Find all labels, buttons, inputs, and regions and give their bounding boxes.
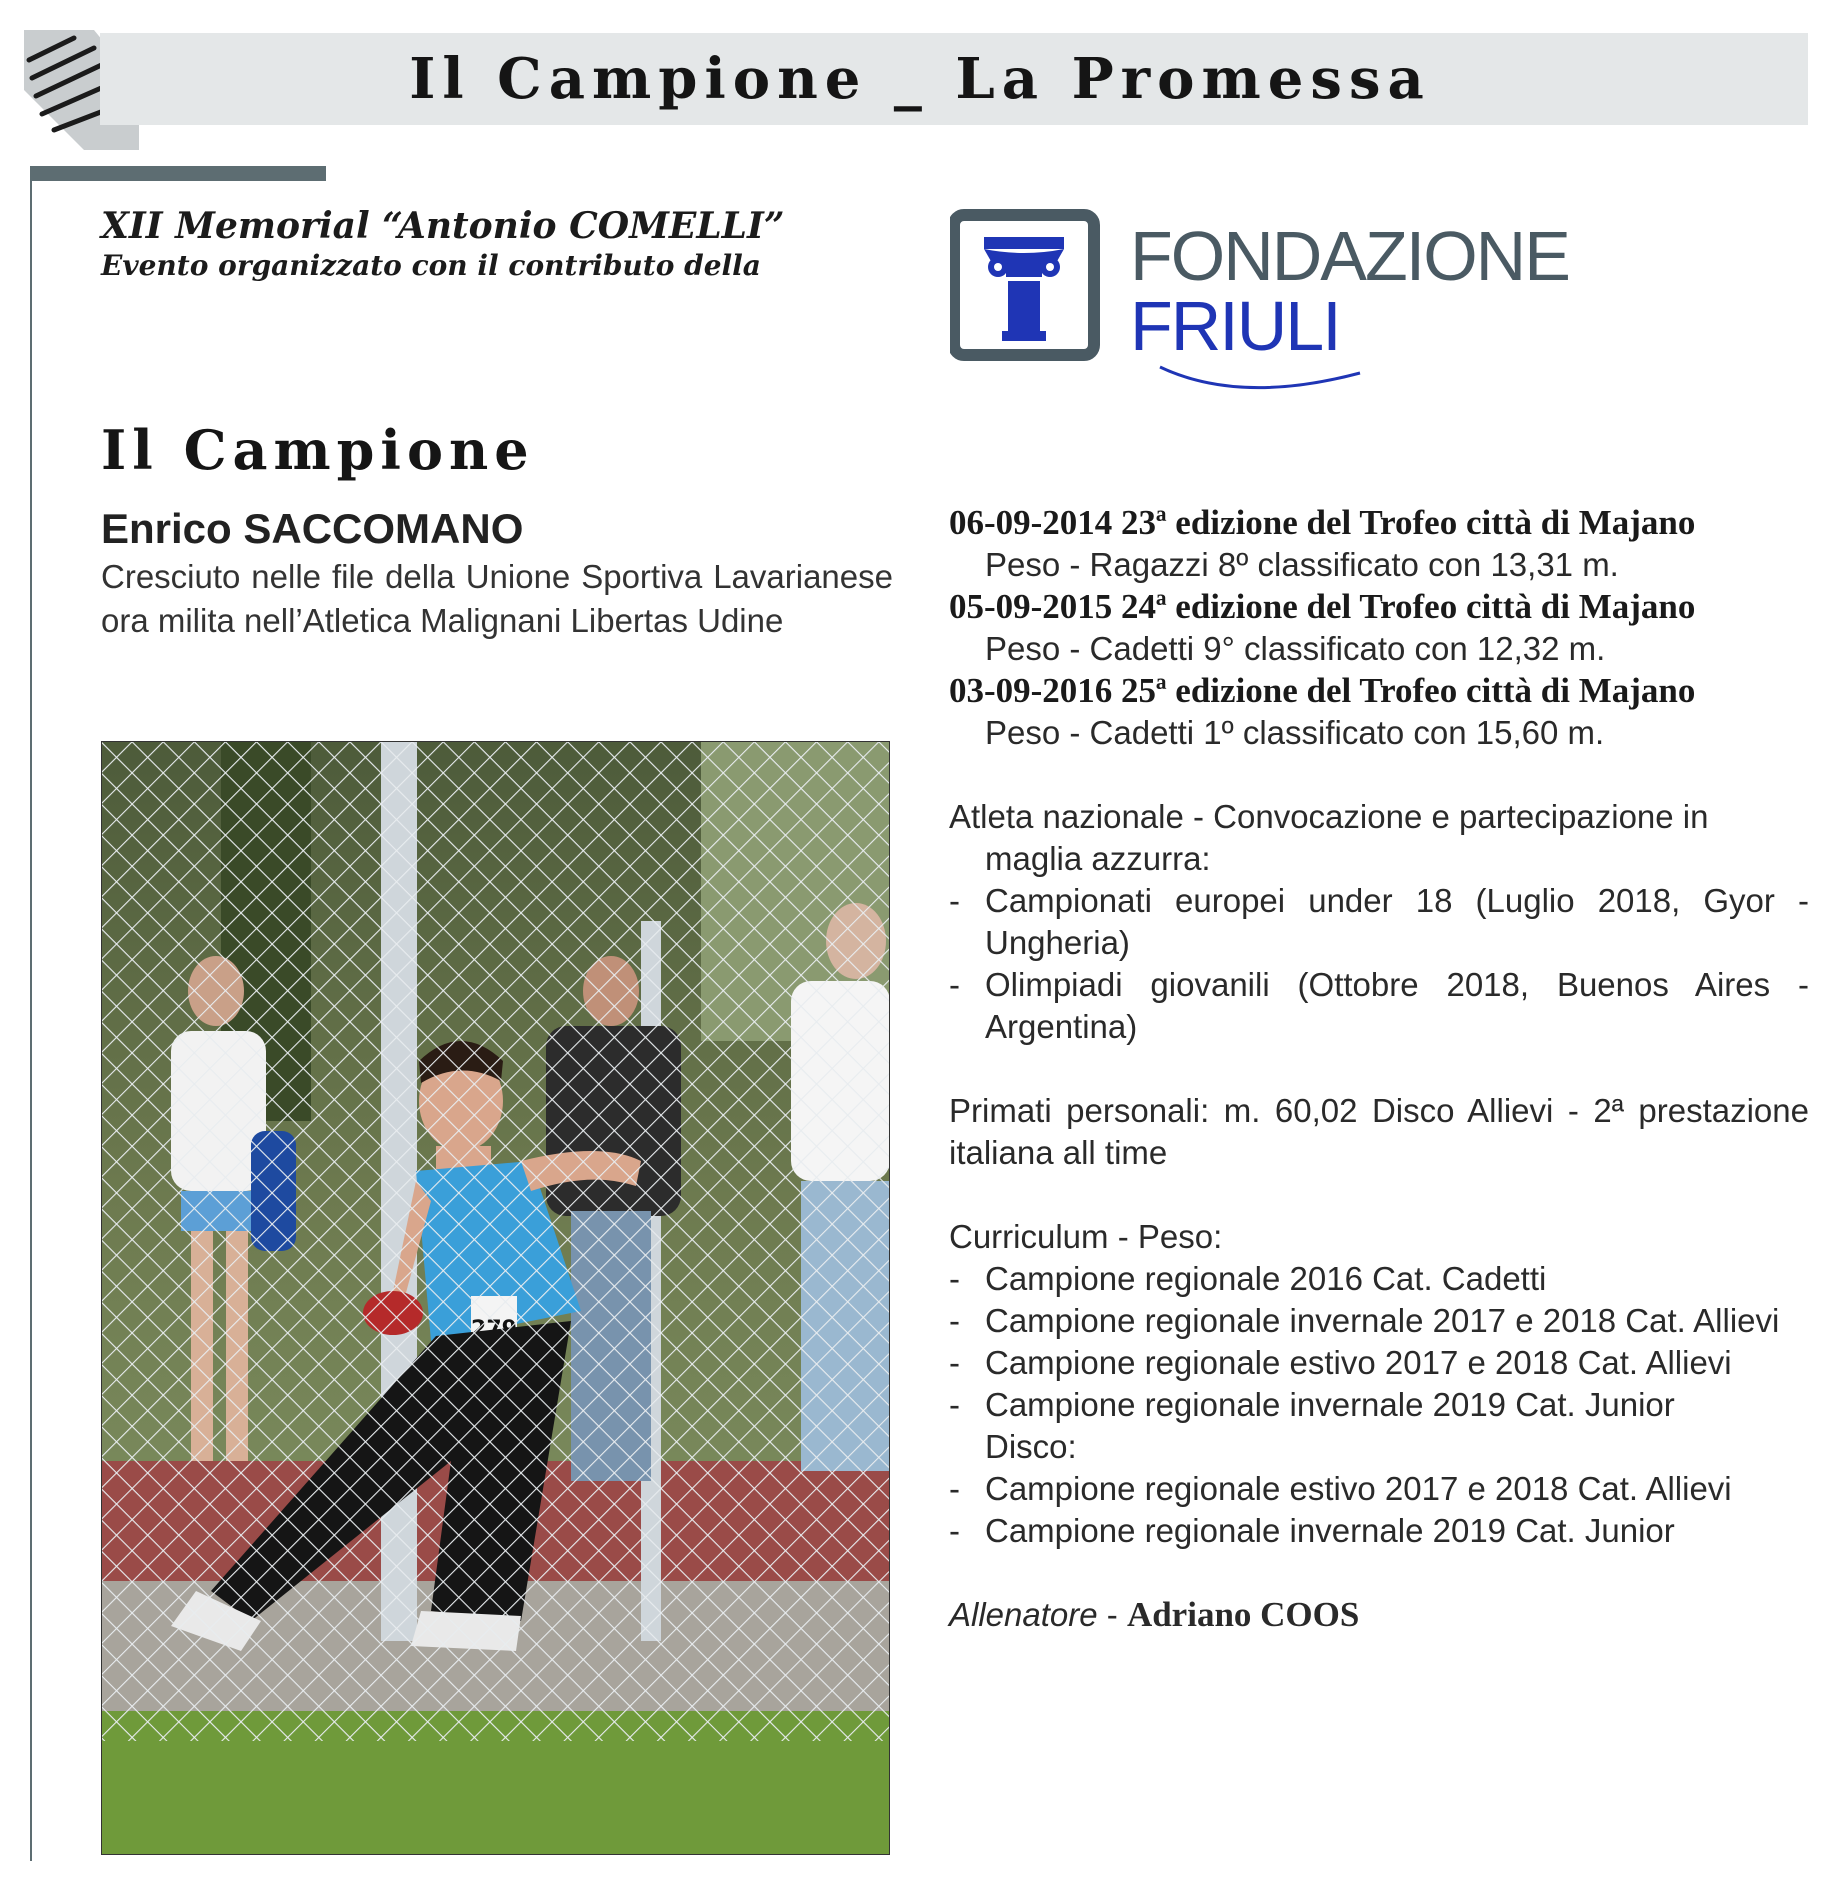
list-item: - Olimpiadi giovanili (Ottobre 2018, Buenos Aires - Argentina)	[949, 964, 1809, 1048]
column-capital-icon	[984, 237, 1064, 341]
athlete-bio: Cresciuto nelle file della Unione Sportiva Lavarianese ora milita nell’Atletica Malignani Libertas Udine	[101, 558, 893, 639]
edition-headline: 03-09-2016 25ª edizione del Trofeo città di Majano	[949, 671, 1696, 710]
national-intro: Atleta nazionale - Convocazione e partecipazione in	[949, 798, 1709, 835]
national-intro-cont: maglia azzurra:	[985, 840, 1211, 877]
coach-separator: -	[1097, 1596, 1127, 1633]
sponsor-line2: FRIULI	[1130, 287, 1340, 365]
edition-2015	[949, 586, 1809, 670]
list-item: - Campione regionale estivo 2017 e 2018 Cat. Allievi	[949, 1342, 1809, 1384]
memorial-block	[101, 205, 785, 282]
edition-headline: 05-09-2015 24ª edizione del Trofeo città di Majano	[949, 587, 1696, 626]
curriculum-title: Curriculum - Peso:	[949, 1218, 1223, 1255]
memorial-subtitle: Evento organizzato con il contributo della	[101, 249, 761, 282]
accent-bar	[30, 166, 326, 181]
edition-headline: 06-09-2014 23ª edizione del Trofeo città di Majano	[949, 503, 1696, 542]
list-item: - Campione regionale 2016 Cat. Cadetti	[949, 1258, 1809, 1300]
list-item: - Campione regionale invernale 2019 Cat. Junior	[949, 1384, 1809, 1426]
coach-line	[949, 1594, 1809, 1636]
edition-detail: Peso - Ragazzi 8º classificato con 13,31 m.	[985, 546, 1619, 583]
page-title: Il Campione _ La Promessa	[409, 46, 1431, 112]
memorial-title: XII Memorial “Antonio COMELLI”	[101, 205, 785, 247]
results-column	[949, 502, 1809, 1636]
list-item: - Campione regionale invernale 2017 e 2018 Cat. Allievi	[949, 1300, 1809, 1342]
curriculum-block	[949, 1216, 1809, 1552]
side-rule	[30, 181, 32, 1861]
sponsor-line1: FONDAZIONE	[1130, 217, 1569, 295]
athlete-name: Enrico SACCOMANO	[101, 505, 524, 552]
edition-2016	[949, 670, 1809, 754]
edition-2014	[949, 502, 1809, 586]
disco-title: Disco:	[985, 1428, 1077, 1465]
list-item: - Campione regionale invernale 2019 Cat. Junior	[949, 1510, 1809, 1552]
athlete-photo	[101, 741, 890, 1855]
personal-records: Primati personali: m. 60,02 Disco Allievi - 2ª prestazione italiana all time	[949, 1092, 1809, 1171]
edition-detail: Peso - Cadetti 1º classificato con 15,60 m.	[985, 714, 1605, 751]
coach-name: Adriano COOS	[1126, 1595, 1360, 1634]
coach-role: Allenatore	[949, 1596, 1098, 1633]
list-item: - Campione regionale estivo 2017 e 2018 Cat. Allievi	[949, 1468, 1809, 1510]
section-title: Il Campione	[101, 418, 535, 482]
national-block	[949, 796, 1809, 1048]
edition-detail: Peso - Cadetti 9° classificato con 12,32 m.	[985, 630, 1606, 667]
fondazione-friuli-logo	[950, 205, 1660, 405]
list-item: - Campionati europei under 18 (Luglio 2018, Gyor - Ungheria)	[949, 880, 1809, 964]
